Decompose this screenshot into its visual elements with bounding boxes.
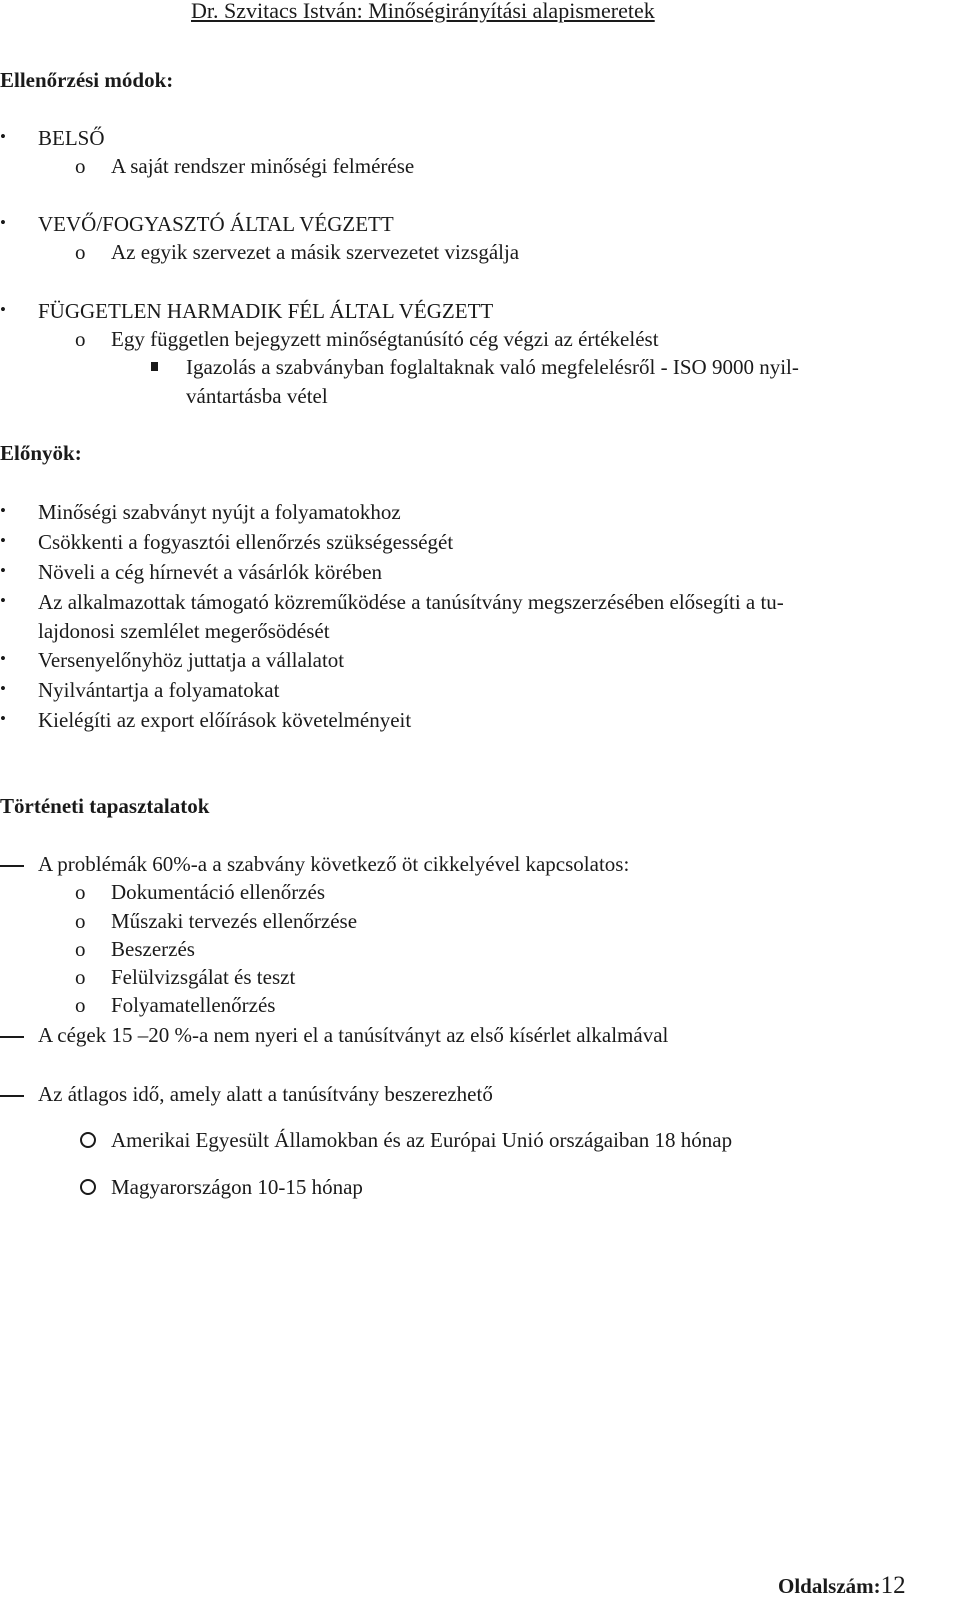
sub-list-item: Felülvizsgálat és teszt <box>111 965 296 989</box>
list-item: A cégek 15 –20 %-a nem nyeri el a tanúsítványt az első kísérlet alkalmával <box>38 1023 669 1047</box>
list-item: Az átlagos idő, amely alatt a tanúsítvány beszerezhető <box>38 1082 493 1106</box>
circle-bullet-icon <box>80 1132 96 1148</box>
sub-bullet-icon: o <box>75 993 86 1017</box>
sub-list-item: Magyarországon 10-15 hónap <box>111 1175 363 1199</box>
bullet-icon: • <box>0 501 6 520</box>
sub-list-item: Egy független bejegyzett minőségtanúsító cég végzi az értékelést <box>111 327 659 351</box>
bullet-icon: • <box>0 591 6 610</box>
circle-bullet-icon <box>80 1179 96 1195</box>
dash-bullet-icon <box>0 1095 24 1097</box>
square-bullet-icon <box>151 362 158 371</box>
list-item: VEVŐ/FOGYASZTÓ ÁLTAL VÉGZETT <box>38 212 394 236</box>
list-item: Kielégíti az export előírások követelményeit <box>38 708 412 732</box>
list-item: BELSŐ <box>38 126 105 150</box>
list-item: Csökkenti a fogyasztói ellenőrzés szükségességét <box>38 530 454 554</box>
bullet-icon: • <box>0 213 6 232</box>
list-item: Minőségi szabványt nyújt a folyamatokhoz <box>38 500 401 524</box>
section-heading-torteneti-tapasztalatok: Történeti tapasztalatok <box>0 794 210 818</box>
dash-bullet-icon <box>0 865 24 867</box>
sub-bullet-icon: o <box>75 909 86 933</box>
sub-list-item: Beszerzés <box>111 937 195 961</box>
bullet-icon: • <box>0 709 6 728</box>
sub-bullet-icon: o <box>75 965 86 989</box>
bullet-icon: • <box>0 127 6 146</box>
bullet-icon: • <box>0 300 6 319</box>
list-item: Nyilvántartja a folyamatokat <box>38 678 280 702</box>
sub-bullet-icon: o <box>75 240 86 264</box>
list-item: A problémák 60%-a a szabvány következő öt cikkelyével kapcsolatos: <box>38 852 630 876</box>
sub-list-item: Folyamatellenőrzés <box>111 993 276 1017</box>
sub-list-item: Műszaki tervezés ellenőrzése <box>111 909 358 933</box>
dash-bullet-icon <box>0 1036 24 1038</box>
section-heading-ellenorzesi-modok: Ellenőrzési módok: <box>0 68 174 92</box>
bullet-icon: • <box>0 679 6 698</box>
list-item: FÜGGETLEN HARMADIK FÉL ÁLTAL VÉGZETT <box>38 299 494 323</box>
sub-sub-list-item-continued: vántartásba vétel <box>186 384 328 408</box>
sub-list-item: Amerikai Egyesült Államokban és az Európai Unió országaiban 18 hónap <box>111 1128 733 1152</box>
bullet-icon: • <box>0 649 6 668</box>
sub-list-item: A saját rendszer minőségi felmérése <box>111 154 415 178</box>
list-item-continued: lajdonosi szemlélet megerősödését <box>38 619 330 643</box>
list-item: Az alkalmazottak támogató közreműködése a tanúsítvány megszerzésében elősegíti a tu- <box>38 590 784 614</box>
sub-list-item: Az egyik szervezet a másik szervezetet vizsgálja <box>111 240 520 264</box>
sub-list-item: Dokumentáció ellenőrzés <box>111 880 325 904</box>
list-item: Versenyelőnyhöz juttatja a vállalatot <box>38 648 345 672</box>
list-item: Növeli a cég hírnevét a vásárlók körében <box>38 560 383 584</box>
sub-bullet-icon: o <box>75 937 86 961</box>
sub-sub-list-item: Igazolás a szabványban foglaltaknak való megfelelésről - ISO 9000 nyil- <box>186 355 799 379</box>
sub-bullet-icon: o <box>75 327 86 351</box>
page-header-title: Dr. Szvitacs István: Minőségirányítási alapismeretek <box>191 0 655 23</box>
sub-bullet-icon: o <box>75 154 86 178</box>
page-number-value: 12 <box>880 1572 906 1599</box>
section-heading-elonyok: Előnyök: <box>0 441 82 465</box>
sub-bullet-icon: o <box>75 880 86 904</box>
bullet-icon: • <box>0 531 6 550</box>
bullet-icon: • <box>0 561 6 580</box>
page-number <box>778 1572 906 1600</box>
page-number-label: Oldalszám: <box>778 1574 881 1598</box>
